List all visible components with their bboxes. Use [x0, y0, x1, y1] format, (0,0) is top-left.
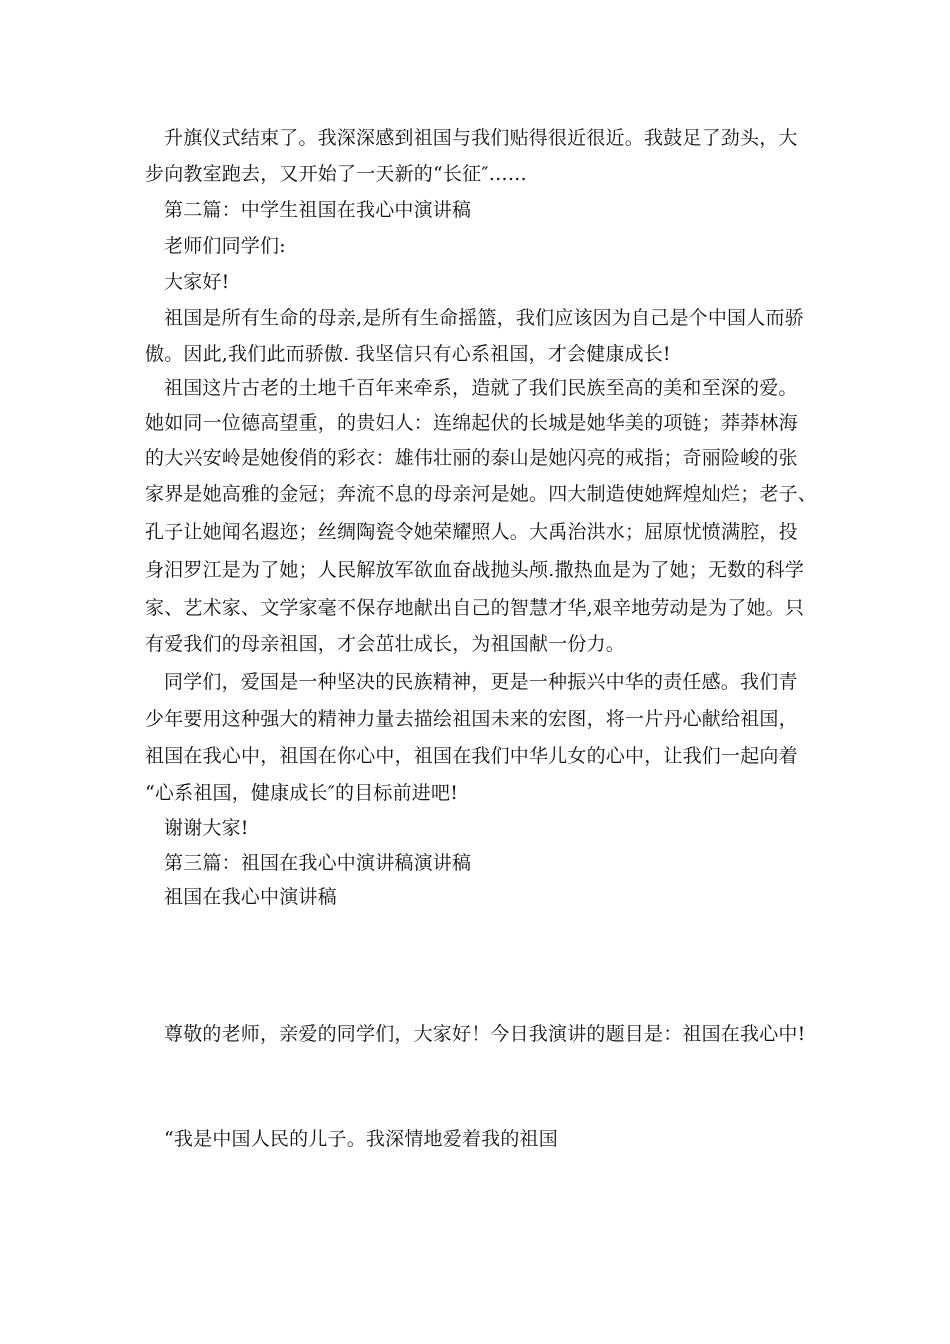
- text-line: 祖国这片古老的土地千百年来牵系，造就了我们民族至高的美和至深的爱。: [164, 377, 798, 399]
- text-line: 少年要用这种强大的精神力量去描绘祖国未来的宏图，将一片丹心献给祖国，: [145, 708, 798, 730]
- salutation: 老师们同学们:: [164, 235, 286, 257]
- text-line: 升旗仪式结束了。我深深感到祖国与我们贴得很近很近。我鼓足了劲头，大: [164, 127, 798, 149]
- text-line: 的大兴安岭是她俊俏的彩衣：雄伟壮丽的泰山是她闪亮的戒指；奇丽险峻的张: [145, 447, 798, 469]
- text-line: 尊敬的老师，亲爱的同学们，大家好！今日我演讲的题目是：祖国在我心中!: [164, 1023, 806, 1045]
- section-heading: 第三篇：祖国在我心中演讲稿演讲稿: [164, 852, 472, 874]
- text-line: “我是中国人民的儿子。我深情地爱着我的祖国: [164, 1128, 558, 1150]
- greeting: 大家好!: [164, 271, 230, 293]
- text-line: 有爱我们的母亲祖国，才会茁壮成长，为祖国献一份力。: [145, 633, 626, 655]
- text-line: 身汨罗江是为了她；人民解放军欲血奋战抛头颅.撒热血是为了她；无数的科学: [145, 559, 805, 581]
- text-line: 家、艺术家、文学家毫不保存地献出自己的智慧才华,艰辛地劳动是为了她。只: [145, 597, 805, 619]
- text-line: 她如同一位德高望重，的贵妇人：连绵起伏的长城是她华美的项链；莽莽林海: [145, 412, 798, 434]
- speech-title: 祖国在我心中演讲稿: [164, 886, 337, 908]
- text-line: 孔子让她闻名遐迩；丝绸陶瓷令她荣耀照人。大禹治洪水；屈原忧愤满腔，投: [145, 521, 798, 543]
- text-line: 傲。因此,我们此而骄傲. 我坚信只有心系祖国，才会健康成长!: [145, 343, 671, 365]
- text-line: 家界是她高雅的金冠；奔流不息的母亲河是她。四大制造使她辉煌灿烂；老子、: [145, 483, 818, 505]
- text-line: 祖国是所有生命的母亲,是所有生命摇篮，我们应该因为自己是个中国人而骄: [164, 307, 804, 329]
- closing-line: 谢谢大家!: [164, 817, 249, 839]
- text-line: “心系祖国，健康成长″的目标前进吧!: [145, 782, 459, 804]
- text-line: 祖国在我心中，祖国在你心中，祖国在我们中华儿女的心中，让我们一起向着: [145, 745, 798, 767]
- text-line: 步向教室跑去，又开始了一天新的“长征″……: [145, 163, 528, 185]
- text-line: 同学们，爱国是一种坚决的民族精神，更是一种振兴中华的责任感。我们青: [164, 671, 798, 693]
- section-heading: 第二篇：中学生祖国在我心中演讲稿: [164, 199, 472, 221]
